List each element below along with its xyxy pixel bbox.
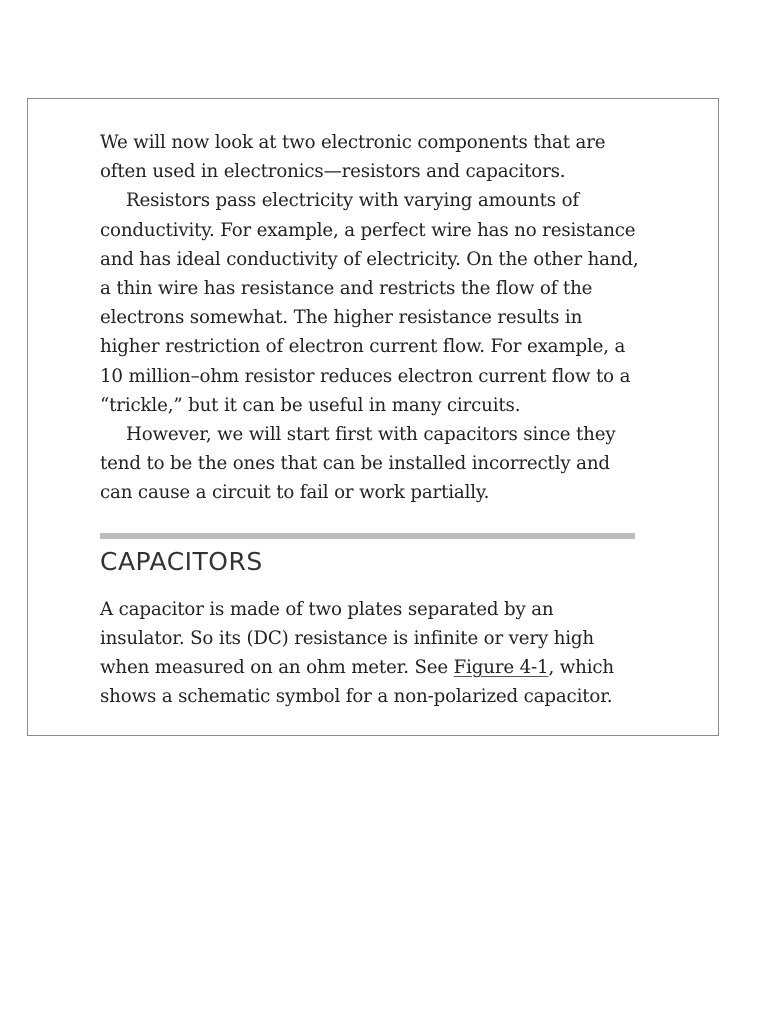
section-divider bbox=[100, 533, 635, 539]
intro-paragraph-1: We will now look at two electronic components that are often used in electronics—resistors and capacitors. bbox=[100, 132, 606, 183]
intro-paragraph-2: Resistors pass electricity with varying amounts of conductivity. For example, a perfect wire has no resistance and has ideal conductivity of electricity. On the other hand, a thin wire has resistance and restricts the flow of the electrons somewhat. The higher resistance results in higher restriction of electron current flow. For example, a 10 million–ohm resistor reduces electron current flow to a “trickle,” but it can be useful in many circuits. bbox=[100, 190, 639, 416]
section-heading: CAPACITORS bbox=[100, 546, 263, 576]
figure-4-1-link[interactable]: Figure 4-1 bbox=[453, 657, 549, 679]
section-text-after-link: , which shows a schematic symbol for a non-polarized capacitor. bbox=[100, 657, 614, 708]
document-content bbox=[100, 128, 640, 711]
section-paragraph bbox=[100, 595, 640, 712]
section-text-before-link: A capacitor is made of two plates separated by an insulator. So its (DC) resistance is infinite or very high when measured on an ohm meter. See bbox=[100, 598, 594, 679]
intro-paragraph-3: However, we will start first with capacitors since they tend to be the ones that can be installed incorrectly and can cause a circuit to fail or work partially. bbox=[100, 424, 616, 504]
